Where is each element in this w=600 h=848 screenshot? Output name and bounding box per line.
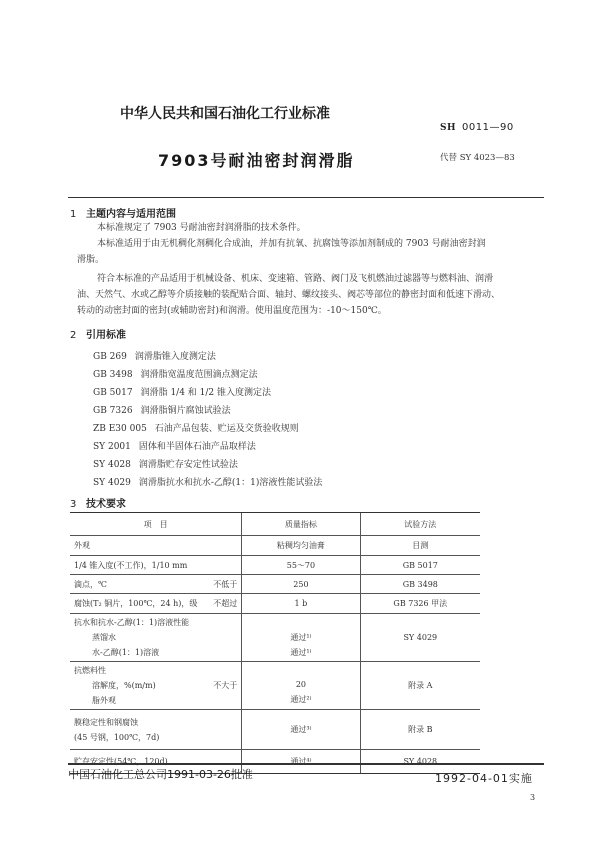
section-1-paragraph-3: 符合本标准的产品适用于机械设备、机床、变速箱、管路、阀门及飞机燃油过滤器等与燃料油、润滑 [97,274,494,284]
reference-title: 润滑脂抗水和抗水-乙醇(1：1)溶液性能试验法 [138,478,323,488]
page-number: 3 [530,793,536,802]
header-quality-index: 质量指标 [242,513,360,536]
method-cell: 附录 B [360,710,480,750]
item-sublabel: 蒸馏水 [92,633,116,642]
section-2-heading [70,326,126,341]
reference-title: 润滑脂贮存安定性试验法 [138,460,238,470]
reference-item [93,385,271,398]
item-label: 外观 [74,541,90,550]
reference-code: GB 3498 [93,370,133,380]
reference-item [93,403,231,416]
reference-code: GB 5017 [93,388,133,398]
replaces-standard: 代替 SY 4023—83 [440,153,515,163]
section-number: 2 [70,330,77,341]
table-row [70,614,480,662]
reference-code: SY 4028 [93,460,131,470]
section-title: 引用标准 [86,330,126,341]
value-cell: 粘稠均匀油膏 [242,536,360,556]
reference-item [93,457,238,470]
item-cell [70,662,242,710]
reference-code: GB 7326 [93,406,133,416]
item-cell [70,614,242,662]
section-3-heading [70,495,126,510]
value-text: 通过²⁾ [290,694,312,704]
reference-item [93,439,256,452]
item-cell [70,710,242,750]
reference-title: 润滑脂 1/4 和 1/2 锥入度测定法 [140,388,271,398]
reference-item [93,475,322,488]
method-cell: GB 3498 [360,575,480,594]
implementation-date: 1992-04-01实施 [435,772,533,785]
table-row [70,594,480,614]
method-cell: GB 7326 甲法 [360,594,480,614]
table-row [70,710,480,750]
table-row [70,536,480,556]
value-cell: 1 b [242,594,360,614]
section-1-paragraph-1: 本标准规定了 7903 号耐油密封润滑脂的技术条件。 [97,223,306,233]
value-cell: 通过⁴⁾ [242,750,360,774]
limit-label: 不低于 [213,579,238,589]
reference-title: 石油产品包装、贮运及交货验收规则 [154,424,299,434]
limit-label: 不超过 [213,599,238,608]
method-cell: SY 4028 [360,750,480,774]
standard-code-number: 0011—90 [462,122,514,133]
reference-title: 固体和半固体石油产品取样法 [138,442,256,452]
table-header-row [70,513,480,536]
reference-title: 润滑脂锥入度测定法 [134,352,216,362]
item-cell [70,556,242,575]
table-row [70,575,480,594]
reference-title: 润滑脂宽温度范围滴点测定法 [140,370,258,380]
item-cell [70,575,242,594]
value-cell [242,614,360,662]
value-text: 20 [295,679,306,689]
section-title: 主题内容与适用范围 [86,209,176,220]
value-cell [242,662,360,710]
standard-code-prefix: SH [440,123,457,133]
reference-item [93,349,216,362]
item-label: 膜稳定性和钢腐蚀 [74,717,138,727]
item-sublabel: (45 号钢，100℃，7d) [74,732,160,742]
header-divider [68,197,544,198]
table-row [70,662,480,710]
section-number: 3 [70,499,77,510]
reference-code: SY 4029 [93,478,131,488]
method-cell: GB 5017 [360,556,480,575]
value-cell: 55～70 [242,556,360,575]
item-sublabel: 水-乙醇(1：1)溶液 [92,648,160,657]
method-cell: 附录 A [360,662,480,710]
item-label: 抗水和抗水-乙醇(1：1)溶液性能 [74,618,190,627]
item-label: 滴点，℃ [74,579,107,589]
technical-requirements-table [70,512,480,774]
document-title: 7903号耐油密封润滑脂 [158,151,355,170]
item-cell [70,536,242,556]
reference-item [93,421,299,434]
item-cell [70,594,242,614]
item-sublabel: 溶解度，%(m/m) [92,681,156,690]
reference-code: ZB E30 005 [93,424,147,434]
item-sublabel: 脂外观 [92,696,116,705]
item-label: 1/4 锥入度(不工作)，1/10 mm [74,560,188,570]
method-cell: 目测 [360,536,480,556]
section-1-paragraph-2-cont: 滑脂。 [77,255,105,265]
reference-title: 润滑脂铜片腐蚀试验法 [140,406,231,416]
item-label: 抗燃料性 [74,666,106,675]
section-number: 1 [70,209,77,220]
reference-code: SY 2001 [93,442,131,452]
item-label: 腐蚀(T₂ 铜片，100℃，24 h)，级 [74,599,198,608]
table-row [70,556,480,575]
value-text: 通过¹⁾ [290,632,312,642]
approval-date: 中国石油化工总公司1991-03-26批准 [68,768,253,781]
section-1-paragraph-2: 本标准适用于由无机稠化剂稠化合成油，并加有抗氧、抗腐蚀等添加剂制成的 7903 号耐油密封润 [97,239,486,249]
standard-code [440,122,514,133]
section-1-heading [70,205,176,220]
header-item: 项 目 [70,513,242,536]
header-test-method: 试验方法 [360,513,480,536]
footer-divider [68,763,544,765]
item-label: 贮存安定性(54℃，120d) [74,757,168,766]
limit-label: 不大于 [213,681,238,690]
value-text: 通过¹⁾ [290,647,312,657]
value-cell: 通过³⁾ [242,710,360,750]
reference-code: GB 269 [93,352,127,362]
value-cell: 250 [242,575,360,594]
section-1-paragraph-3-line-2: 油、天然气、水或乙醇等介质接触的装配贴合面、轴封、螺纹接头、阀芯等部位的静密封面和低速下滑动、 [77,290,501,300]
method-cell: SY 4029 [360,614,480,662]
reference-item [93,367,258,380]
organization-standard-title: 中华人民共和国石油化工行业标准 [120,106,330,122]
section-1-paragraph-3-line-3: 转动的动密封面的密封(或辅助密封)和润滑。使用温度范围为：-10～150℃。 [77,306,387,316]
section-title: 技术要求 [86,499,126,510]
